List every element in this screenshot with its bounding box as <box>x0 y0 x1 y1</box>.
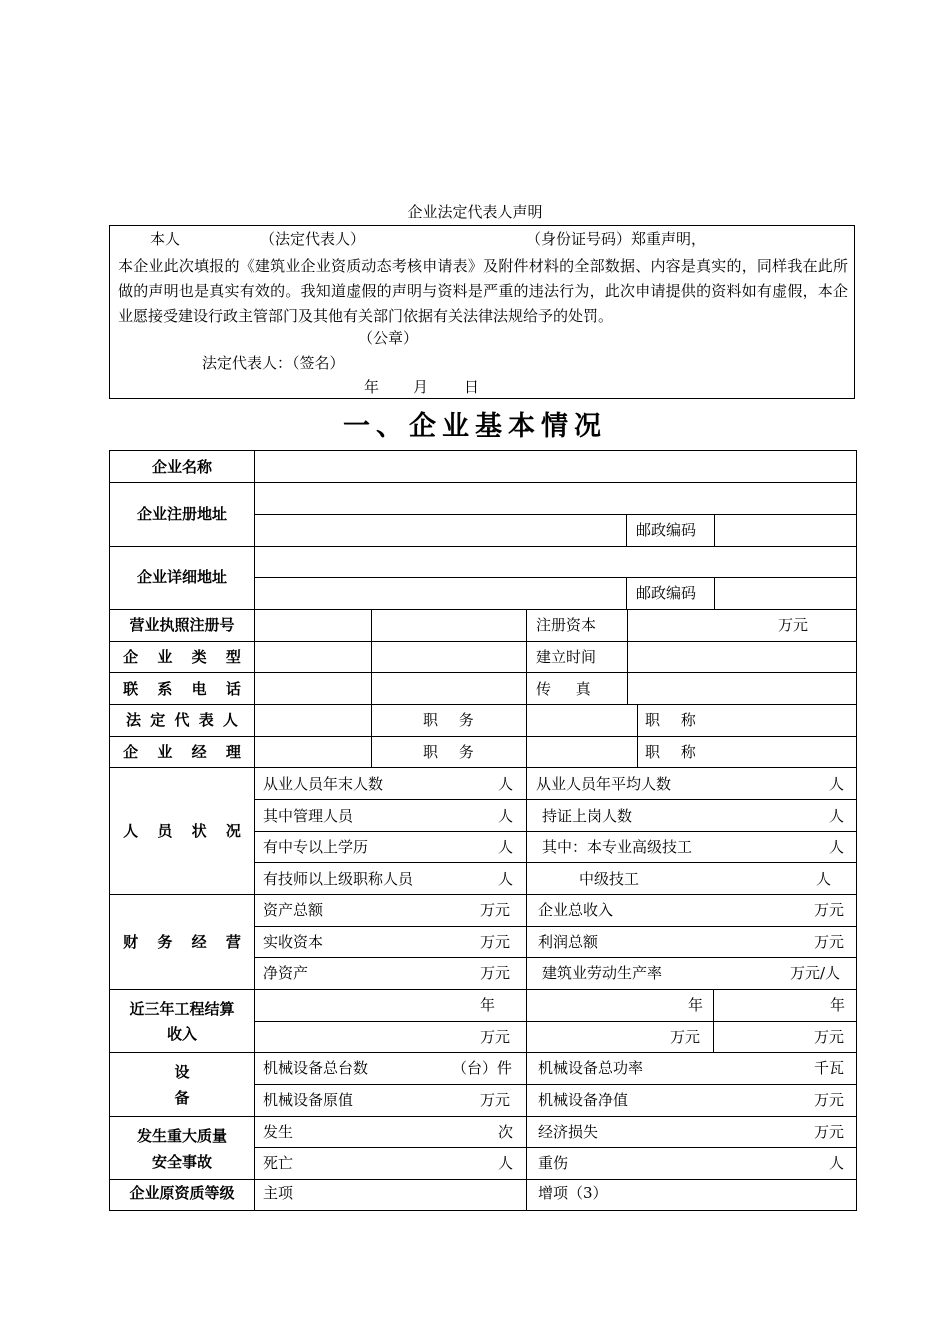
declaration-id-number: （身份证号码）郑重声明， <box>526 230 707 248</box>
unit-wan-yuan: 万元 <box>814 1123 845 1141</box>
staff-certified: 持证上岗人数 <box>542 807 633 825</box>
col-line <box>254 451 255 1210</box>
declaration-title: 企业法定代表人声明 <box>407 203 543 221</box>
label-reg-address: 企业注册地址 <box>136 505 227 523</box>
declaration-seal: （公章） <box>358 329 419 347</box>
label-company-name: 企业名称 <box>151 458 212 476</box>
unit-person: 人 <box>829 775 845 793</box>
label-manager: 企 业 经 理 <box>123 743 241 761</box>
equip-total-power: 机械设备总功率 <box>538 1059 644 1077</box>
row-line <box>254 1147 856 1148</box>
label-postcode: 邮政编码 <box>636 521 697 539</box>
unit-person: 人 <box>498 807 514 825</box>
staff-year-end: 从业人员年末人数 <box>263 775 384 793</box>
unit-wan-yuan: 万元 <box>814 1091 845 1109</box>
row-line <box>110 736 856 737</box>
unit-person: 人 <box>498 775 514 793</box>
acc-death: 死亡 <box>263 1154 294 1172</box>
row-line <box>110 1052 856 1053</box>
label-phone: 联 系 电 话 <box>123 680 241 698</box>
label-accident-b: 安全事故 <box>151 1153 212 1171</box>
label-license-no: 营业执照注册号 <box>129 616 235 634</box>
label-finance: 财 务 经 营 <box>123 933 241 951</box>
col-line <box>714 577 715 609</box>
unit-person: 人 <box>498 1154 514 1172</box>
row-line <box>110 767 856 768</box>
label-title-rank: 职 称 <box>645 711 696 729</box>
col-line <box>626 577 627 609</box>
unit-wan-yuan: 万元 <box>814 901 845 919</box>
unit-person: 人 <box>829 1154 845 1172</box>
equip-net-value: 机械设备净值 <box>538 1091 629 1109</box>
row-line <box>110 609 856 610</box>
unit-wan-yuan: 万元 <box>480 933 511 951</box>
staff-mgmt: 其中管理人员 <box>263 807 354 825</box>
label-original-qual: 企业原资质等级 <box>129 1184 235 1202</box>
col-line <box>526 609 527 1210</box>
fin-total-profit: 利润总额 <box>538 933 599 951</box>
unit-wan-yuan: 万元 <box>480 901 511 919</box>
label-fax: 传 真 <box>536 680 591 698</box>
col-line <box>713 989 714 1052</box>
col-line <box>714 514 715 546</box>
fin-total-assets: 资产总额 <box>263 901 324 919</box>
unit-wan-yuan: 万元 <box>480 1091 511 1109</box>
unit-person: 人 <box>498 870 514 888</box>
fin-net-assets: 净资产 <box>263 964 309 982</box>
row-line <box>254 1021 856 1022</box>
unit-productivity: 万元/人 <box>790 964 841 982</box>
label-founded: 建立时间 <box>536 648 597 666</box>
staff-secondary-edu: 有中专以上学历 <box>263 838 369 856</box>
unit-units: （台）件 <box>452 1059 513 1077</box>
declaration-day: 日 <box>464 378 480 396</box>
col-line <box>626 514 627 546</box>
unit-wan-yuan: 万元 <box>480 964 511 982</box>
staff-technician: 有技师以上级职称人员 <box>263 870 414 888</box>
acc-occurred: 发生 <box>263 1123 294 1141</box>
label-accident-a: 发生重大质量 <box>136 1127 227 1145</box>
label-staff-status: 人 员 状 况 <box>123 822 241 840</box>
staff-year-avg: 从业人员年平均人数 <box>536 775 672 793</box>
acc-econ-loss: 经济损失 <box>538 1123 599 1141</box>
row-line <box>254 799 856 800</box>
unit-person: 人 <box>816 870 832 888</box>
label-position: 职 务 <box>423 711 474 729</box>
row-line <box>110 546 856 547</box>
row-line <box>254 831 856 832</box>
label-postcode-2: 邮政编码 <box>636 584 697 602</box>
label-title-rank-2: 职 称 <box>645 743 696 761</box>
row-line <box>254 1084 856 1085</box>
unit-wan-yuan: 万元 <box>814 933 845 951</box>
declaration-box <box>109 225 855 399</box>
unit-year: 年 <box>480 996 496 1014</box>
row-line <box>110 704 856 705</box>
unit-times: 次 <box>498 1123 514 1141</box>
staff-senior-tech: 其中：本专业高级技工 <box>542 838 693 856</box>
declaration-month: 月 <box>413 378 429 396</box>
label-equip-b: 备 <box>174 1089 190 1107</box>
unit-year: 年 <box>688 996 704 1014</box>
row-line <box>110 1179 856 1180</box>
row-line <box>110 672 856 673</box>
col-line <box>627 609 628 704</box>
row-line <box>254 577 856 578</box>
label-three-year-a: 近三年工程结算 <box>129 1000 235 1018</box>
declaration-self: 本人 <box>150 230 181 248</box>
qual-add-item: 增项（3） <box>538 1184 608 1202</box>
unit-wan-yuan: 万元 <box>480 1028 511 1046</box>
row-line <box>110 989 856 990</box>
label-company-type: 企 业 类 型 <box>123 648 241 666</box>
declaration-year: 年 <box>364 378 380 396</box>
label-reg-capital: 注册资本 <box>536 616 597 634</box>
label-three-year-b: 收入 <box>166 1025 197 1043</box>
staff-mid-tech: 中级技工 <box>579 870 640 888</box>
row-line <box>254 514 856 515</box>
label-equip-a: 设 <box>174 1063 190 1081</box>
declaration-paragraph: 本企业此次填报的《建筑业企业资质动态考核申请表》及附件材料的全部数据、内容是真实的，同样我在此所做的声明也是真实有效的。我知道虚假的声明与资料是严重的违法行为，此次申请提供的资料如有虚假，本企业愿接受建设行政主管部门及其他有关部门依据有关法律法规给予的处罚。 <box>118 257 848 325</box>
col-line <box>371 609 372 767</box>
row-line <box>110 641 856 642</box>
row-line <box>254 862 856 863</box>
declaration-signature: 法定代表人：（签名） <box>202 354 345 372</box>
qual-main-item: 主项 <box>263 1184 294 1202</box>
equip-total-units: 机械设备总台数 <box>263 1059 369 1077</box>
declaration-legal-rep: （法定代表人） <box>260 230 366 248</box>
equip-original-value: 机械设备原值 <box>263 1091 354 1109</box>
row-line <box>110 482 856 483</box>
unit-year: 年 <box>830 996 846 1014</box>
fin-productivity: 建筑业劳动生产率 <box>542 964 663 982</box>
row-line <box>254 926 856 927</box>
col-line <box>637 704 638 767</box>
row-line <box>110 894 856 895</box>
row-line <box>254 957 856 958</box>
label-position-2: 职 务 <box>423 743 474 761</box>
section-title: 一、企业基本情况 <box>343 411 607 442</box>
unit-wan-yuan: 万元 <box>814 1028 845 1046</box>
unit-reg-capital: 万元 <box>778 616 809 634</box>
basic-info-table <box>109 450 857 1211</box>
unit-person: 人 <box>829 838 845 856</box>
fin-paid-capital: 实收资本 <box>263 933 324 951</box>
fin-total-income: 企业总收入 <box>538 901 614 919</box>
label-detail-address: 企业详细地址 <box>136 568 227 586</box>
unit-wan-yuan: 万元 <box>670 1028 701 1046</box>
row-line <box>110 1116 856 1117</box>
unit-person: 人 <box>829 807 845 825</box>
unit-power: 千瓦 <box>814 1059 845 1077</box>
unit-person: 人 <box>498 838 514 856</box>
label-legal-rep: 法 定 代 表 人 <box>126 711 238 729</box>
acc-injury: 重伤 <box>538 1154 569 1172</box>
